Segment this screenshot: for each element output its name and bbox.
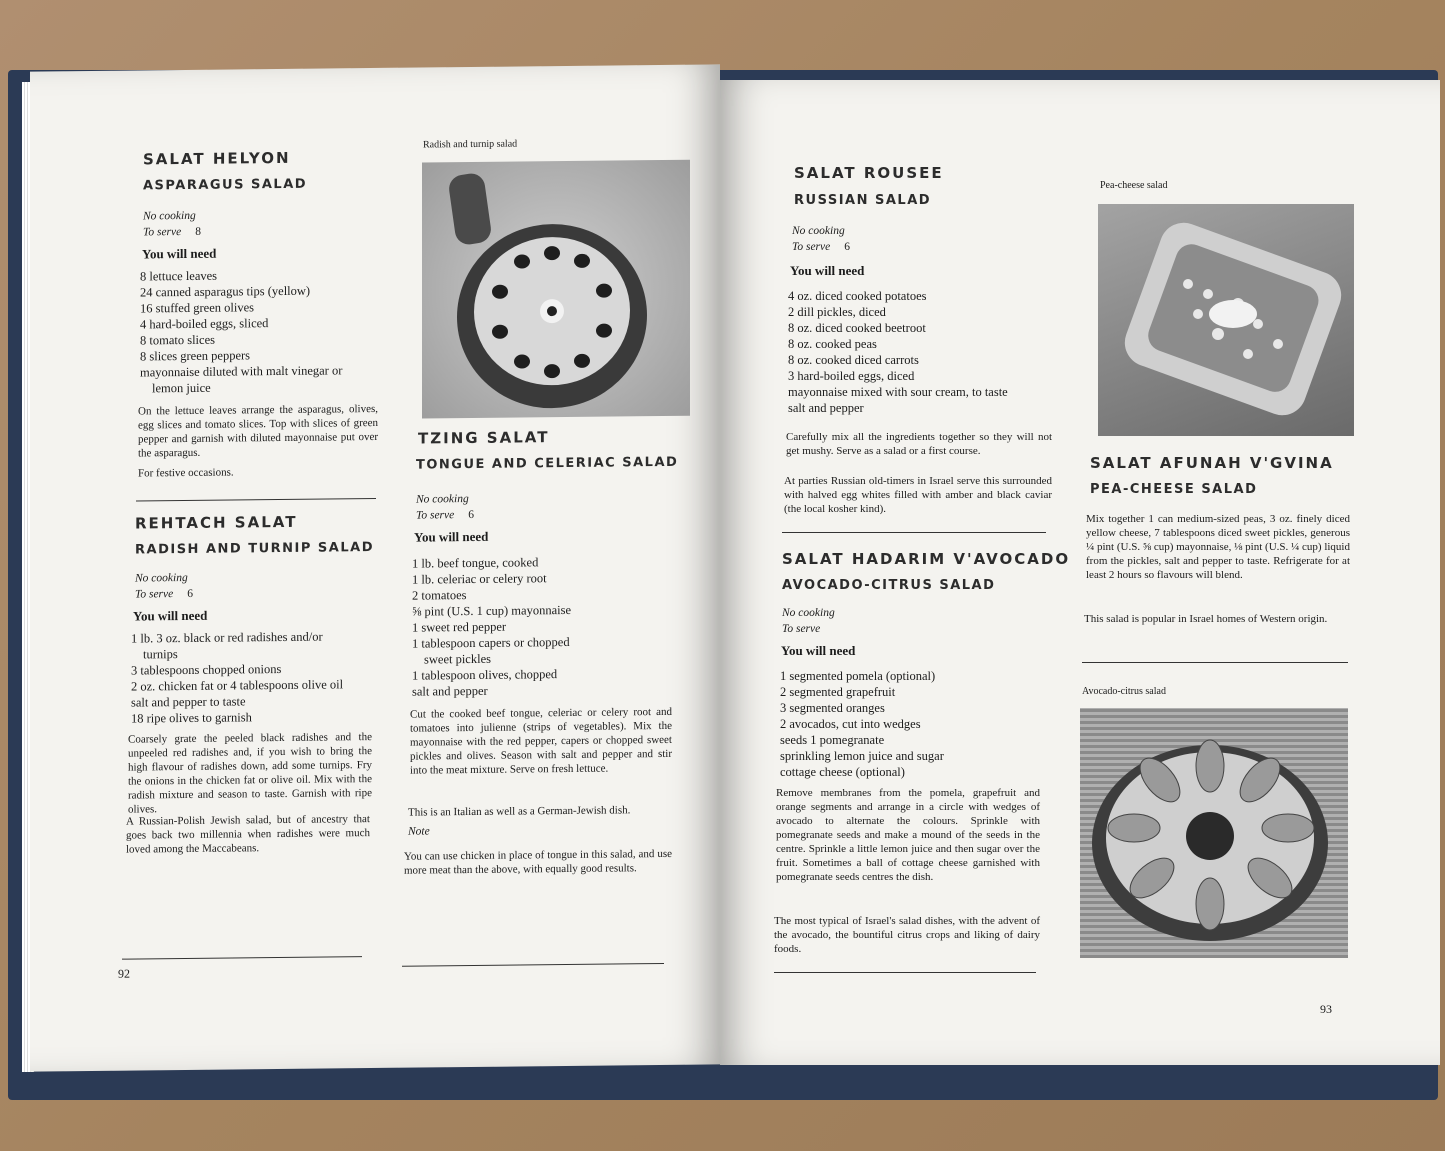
serve-label-text: To serve <box>135 588 174 601</box>
cooking-note: No cooking <box>782 607 835 619</box>
ingredient: 4 hard-boiled eggs, sliced <box>140 316 269 332</box>
right-page <box>720 80 1440 1065</box>
ingredient-list <box>780 668 1050 780</box>
cooking-note: No cooking <box>135 571 188 585</box>
recipe-subtitle: AVOCADO-CITRUS SALAD <box>782 578 996 593</box>
ingredient: salt and pepper to taste <box>131 694 246 710</box>
ingredient-list <box>131 628 391 727</box>
ingredient: 3 segmented oranges <box>780 701 885 715</box>
recipe-note: At parties Russian old-timers in Israel serve this surrounded with halved egg whites filled with amber and black caviar (the local kosher kind). <box>784 475 1052 515</box>
serve-value: 6 <box>844 241 850 253</box>
divider <box>782 532 1046 533</box>
page-number: 92 <box>118 966 130 981</box>
ingredient: lemon juice <box>152 380 211 396</box>
serve-label: To serve <box>782 623 821 635</box>
ingredient: 1 tablespoon capers or chopped <box>412 634 570 651</box>
recipe-origin: This is an Italian as well as a German-Jewish dish. <box>408 804 631 819</box>
divider <box>402 963 664 967</box>
divider <box>1082 662 1348 663</box>
serve-label <box>416 507 474 524</box>
ingredient: 16 stuffed green olives <box>140 300 254 316</box>
pea-cheese-photo <box>1098 204 1354 436</box>
ingredient: 3 tablespoons chopped onions <box>131 661 282 678</box>
ingredient-list <box>788 288 1058 416</box>
method-text: Mix together 1 can medium-sized peas, 3 oz. finely diced yellow cheese, 7 tablespoons diced sweet pickles, generous ¼ pint (U.S. ⅝ cup) mayonnaise, ⅛ pint (U.S. ¼ cup) liquid from the pickles, salt and pepper to taste. Refrigerate for at least 2 hours so flavours will blend. <box>1086 513 1350 581</box>
method-text: Cut the cooked beef tongue, celeriac or celery root and tomatoes into julienne (strips of vegetables). Mix the mayonnaise with the red pepper, capers or chopped sweet pickles and olives. Season with salt and pepper and stir into the meat mixture. Serve on fresh lettuce. <box>410 705 672 777</box>
recipe-title: TZING SALAT <box>418 428 550 448</box>
ingredient: 24 canned asparagus tips (yellow) <box>140 283 311 300</box>
left-page <box>30 64 720 1071</box>
cooking-note: No cooking <box>416 493 469 506</box>
note-label: Note <box>408 825 430 838</box>
photo-caption: Radish and turnip salad <box>423 138 518 151</box>
ingredient: sprinkling lemon juice and sugar <box>780 749 944 763</box>
recipe-subtitle: ASPARAGUS SALAD <box>143 176 308 194</box>
you-will-need: You will need <box>790 263 865 278</box>
recipe-note: A Russian-Polish Jewish salad, but of ancestry that goes back two millennia when radishes were much loved among the Maccabeans. <box>126 813 370 856</box>
ingredient: seeds 1 pomegranate <box>780 733 885 747</box>
ingredient: mayonnaise diluted with malt vinegar or <box>140 363 343 380</box>
ingredient: sweet pickles <box>424 651 491 667</box>
serve-label <box>143 224 201 241</box>
ingredient: 8 oz. cooked peas <box>788 337 877 351</box>
recipe-title: SALAT HELYON <box>143 148 291 169</box>
page-number: 93 <box>1320 1002 1332 1016</box>
divider <box>122 956 362 960</box>
ingredient: 1 lb. 3 oz. black or red radishes and/or <box>131 629 323 646</box>
ingredient: 18 ripe olives to garnish <box>131 710 252 726</box>
recipe-subtitle: PEA-CHEESE SALAD <box>1090 482 1258 497</box>
divider <box>136 498 376 502</box>
you-will-need: You will need <box>133 607 208 624</box>
avocado-citrus-image <box>1080 708 1348 958</box>
cooking-note: No cooking <box>143 209 196 223</box>
ingredient: 1 segmented pomela (optional) <box>780 669 936 683</box>
divider <box>774 972 1036 973</box>
ingredient: 2 oz. chicken fat or 4 tablespoons olive oil <box>131 677 344 694</box>
photo-caption: Pea-cheese salad <box>1100 180 1168 191</box>
recipe-note: The most typical of Israel's salad dishes, with the advent of the avocado, the bountiful citrus crops and liking of dairy foods. <box>774 915 1040 955</box>
serve-value: 6 <box>468 508 474 522</box>
ingredient: 1 sweet red pepper <box>412 619 507 635</box>
method-text: On the lettuce leaves arrange the asparagus, olives, egg slices and tomato slices. Top with slices of green pepper and garnish with diluted mayonnaise put over the asparagus. <box>138 402 378 460</box>
recipe-subtitle: RUSSIAN SALAD <box>794 193 932 208</box>
cooking-note: No cooking <box>792 225 845 237</box>
ingredient: mayonnaise mixed with sour cream, to taste <box>788 385 1008 399</box>
method-text: Carefully mix all the ingredients together so they will not get mushy. Serve as a salad or a first course. <box>786 431 1052 457</box>
recipe-title: SALAT ROUSEE <box>794 164 944 182</box>
ingredient: 8 tomato slices <box>140 332 215 348</box>
recipe-title: REHTACH SALAT <box>135 512 298 533</box>
ingredient: 1 lb. celeriac or celery root <box>412 571 547 587</box>
ingredient: turnips <box>143 647 178 662</box>
radish-salad-image <box>422 160 690 419</box>
serve-label-text: To serve <box>416 509 455 522</box>
you-will-need: You will need <box>781 643 856 658</box>
serve-label <box>792 239 850 255</box>
ingredient: salt and pepper <box>412 683 488 699</box>
ingredient: 4 oz. diced cooked potatoes <box>788 289 927 303</box>
pea-cheese-image <box>1098 204 1354 436</box>
recipe-subtitle: TONGUE AND CELERIAC SALAD <box>416 454 679 473</box>
serve-value: 6 <box>187 587 193 600</box>
ingredient: 8 oz. cooked diced carrots <box>788 353 919 367</box>
serve-label-text: To serve <box>143 226 182 239</box>
ingredient: 8 lettuce leaves <box>140 268 218 284</box>
recipe-subtitle: RADISH AND TURNIP SALAD <box>135 540 374 558</box>
method-text: Coarsely grate the peeled black radishes and the unpeeled red radishes and, if you wish to bring the high flavour of radishes down, add some turnips. Fry the onions in the chicken fat or olive oil. Mix with the radish mixture and season to taste. Garnish with ripe olives. <box>128 731 372 816</box>
recipe-note: You can use chicken in place of tongue in this salad, and use more meat than the above, with equally good results. <box>404 847 672 877</box>
ingredient: 3 hard-boiled eggs, diced <box>788 369 915 383</box>
recipe-note: This salad is popular in Israel homes of Western origin. <box>1084 613 1328 625</box>
serve-label-text: To serve <box>792 241 831 253</box>
ingredient: 2 dill pickles, diced <box>788 305 886 319</box>
method-text: Remove membranes from the pomela, grapefruit and orange segments and arrange in a circle with wedges of avocado to alternate the colours. Sprinkle with pomegranate seeds and make a mound of the seeds in the centre. Sprinkle a little lemon juice and then sugar over the fruit. Sometimes a ball of cottage cheese garnished with pomegranate seeds centres the dish. <box>776 787 1040 883</box>
recipe-title: SALAT HADARIM V'AVOCADO <box>782 550 1071 568</box>
ingredient: 2 segmented grapefruit <box>780 685 896 699</box>
ingredient-list <box>140 266 380 397</box>
recipe-title: SALAT AFUNAH V'GVINA <box>1090 454 1334 472</box>
recipe-note: For festive occasions. <box>138 466 234 480</box>
ingredient: ⅝ pint (U.S. 1 cup) mayonnaise <box>412 602 572 619</box>
you-will-need: You will need <box>142 245 217 262</box>
serve-value: 8 <box>195 225 201 238</box>
serve-label <box>135 586 193 603</box>
ingredient: salt and pepper <box>788 401 864 415</box>
ingredient: 8 oz. diced cooked beetroot <box>788 321 926 335</box>
photo-caption: Avocado-citrus salad <box>1082 686 1166 697</box>
you-will-need: You will need <box>414 528 489 545</box>
ingredient: 1 lb. beef tongue, cooked <box>412 555 539 571</box>
ingredient: cottage cheese (optional) <box>780 765 905 779</box>
ingredient: 2 tomatoes <box>412 588 467 603</box>
ingredient: 1 tablespoon olives, chopped <box>412 667 558 683</box>
ingredient: 8 slices green peppers <box>140 348 251 364</box>
ingredient: 2 avocados, cut into wedges <box>780 717 921 731</box>
ingredient-list <box>412 553 672 700</box>
avocado-citrus-photo <box>1080 708 1348 958</box>
radish-salad-photo <box>422 160 690 419</box>
